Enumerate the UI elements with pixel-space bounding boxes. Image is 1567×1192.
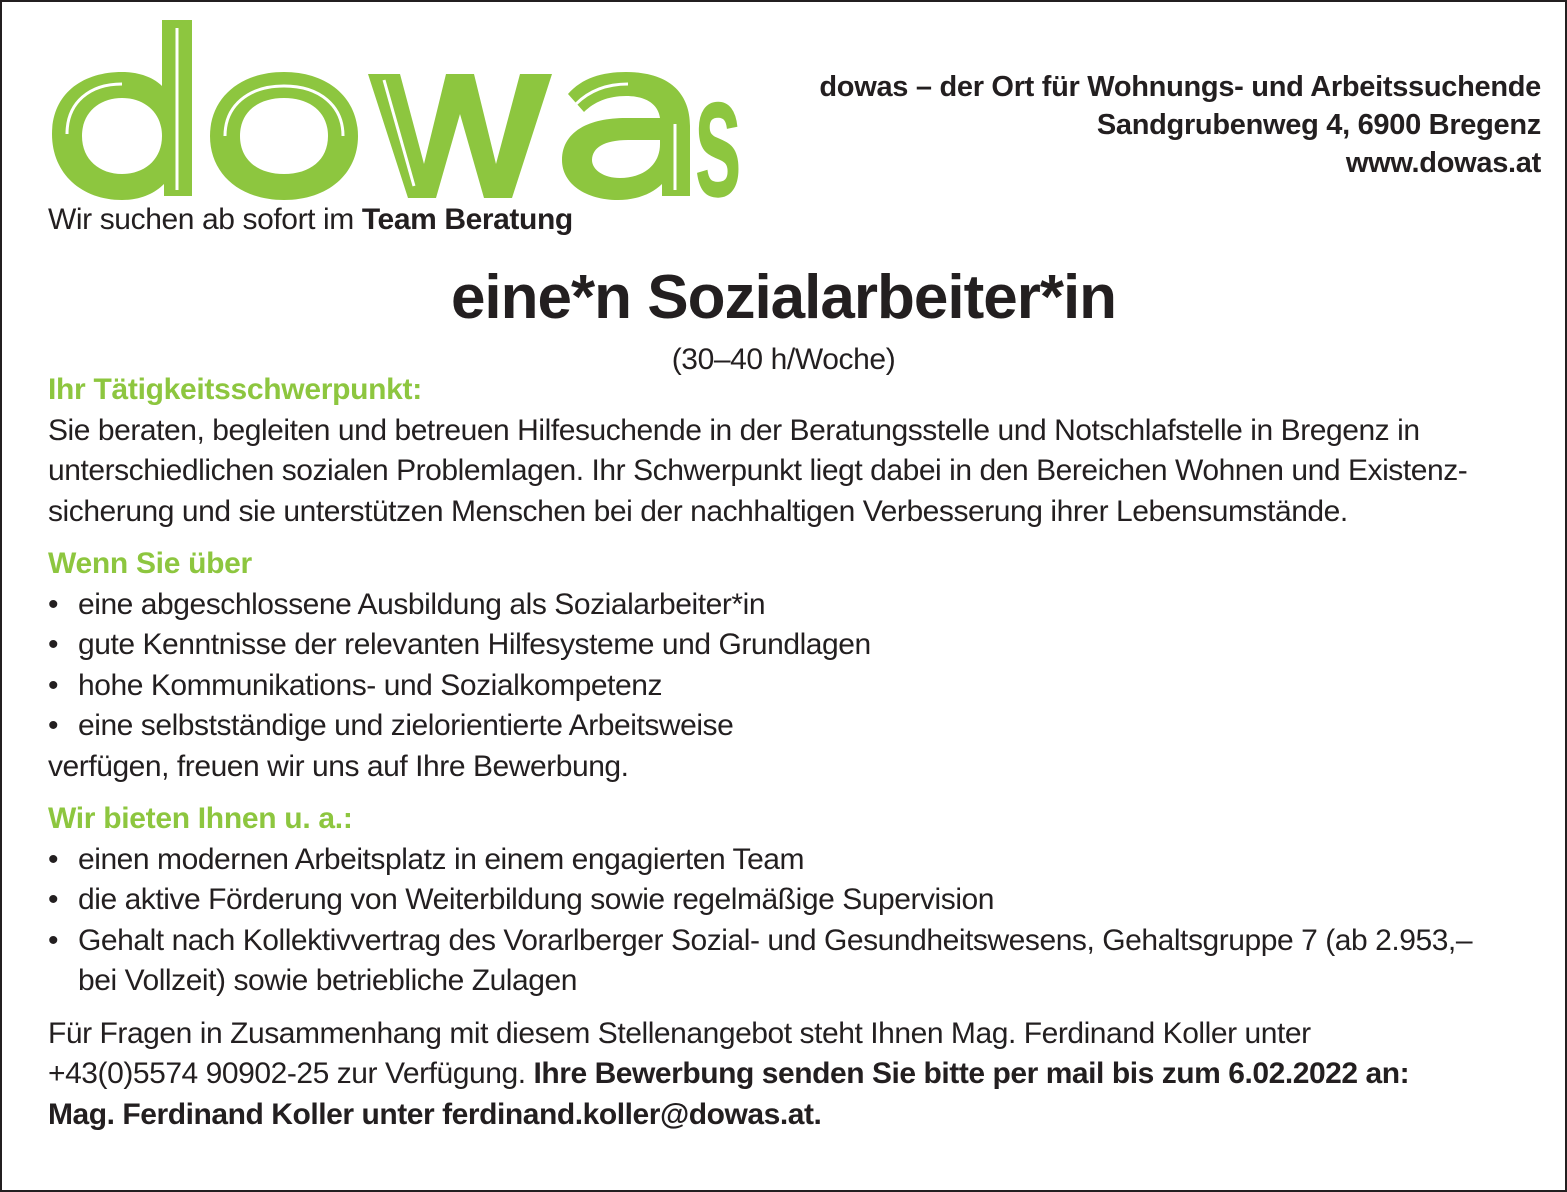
street-address: Sandgrubenweg 4, 6900 Bregenz [1096, 109, 1541, 141]
offer-list [48, 840, 1528, 1002]
contact-phone: +43(0)5574 90902-25 zur Verfügung. [48, 1057, 534, 1090]
team-name: Team Beratung [361, 203, 573, 236]
list-item-text: die aktive Förderung von Weiterbildung sowie regelmäßige Supervision [78, 883, 995, 916]
requirements-list [48, 585, 1528, 747]
list-item-text: eine selbstständige und zielorientierte Arbeitsweise [78, 709, 734, 742]
list-item [48, 921, 1528, 1002]
contact-line-1: Für Fragen in Zusammenhang mit diesem Stellenangebot steht Ihnen Mag. Ferdinand Koller unter [48, 1016, 1311, 1050]
tasks-line-2: unterschiedlichen sozialen Problemlagen. Ihr Schwerpunkt liegt dabei in den Bereichen Wohnen und Existenz- [48, 454, 1468, 487]
list-item [48, 585, 1528, 626]
intro-line [48, 200, 573, 240]
address-block [819, 68, 1541, 182]
list-item-text: gute Kenntnisse der relevanten Hilfesysteme und Grundlagen [78, 628, 871, 661]
list-item [48, 625, 1528, 666]
application-deadline: Ihre Bewerbung senden Sie bitte per mail bis zum 6.02.2022 an: [533, 1057, 1410, 1090]
bullet-icon: • [48, 628, 59, 661]
working-hours: (30–40 h/Woche) [671, 343, 896, 376]
list-item-text: hohe Kommunikations- und Sozialkompetenz [78, 668, 663, 702]
contact-email-line[interactable]: Mag. Ferdinand Koller unter ferdinand.koller@dowas.at. [48, 1097, 822, 1131]
tasks-line-1: Sie beraten, begleiten und betreuen Hilfesuchende in der Beratungsstelle und Notschlafstelle in Bregenz in [48, 413, 1420, 447]
spacer [48, 787, 1528, 799]
requirements-closing: verfügen, freuen wir uns auf Ihre Bewerbung. [48, 749, 629, 783]
bullet-icon: • [48, 842, 59, 876]
tasks-line-3: sicherung und sie unterstützen Menschen bei der nachhaltigen Verbesserung ihrer Lebensumstände. [48, 494, 1348, 528]
spacer [48, 532, 1528, 544]
list-item-text: Gehalt nach Kollektivvertrag des Vorarlberger Sozial- und Gesundheitswesens, Gehaltsgruppe 7 (ab 2.953,– [78, 923, 1473, 957]
bullet-icon: • [48, 587, 59, 621]
section-heading-requirements: Wenn Sie über [48, 547, 252, 580]
bullet-icon: • [48, 709, 59, 742]
list-item [48, 706, 1528, 747]
job-title: eine*n Sozialarbeiter*in [450, 263, 1117, 332]
list-item-text-continued: bei Vollzeit) sowie betriebliche Zulagen [78, 964, 577, 997]
list-item [48, 840, 1528, 881]
svg-text:s: s [694, 39, 742, 234]
bullet-icon: • [48, 883, 59, 916]
bullet-icon: • [48, 923, 59, 957]
website-link[interactable]: www.dowas.at [1345, 147, 1541, 179]
bullet-icon: • [48, 668, 59, 702]
section-heading-offer: Wir bieten Ihnen u. a.: [48, 802, 353, 835]
spacer [48, 1002, 1528, 1014]
intro-text: Wir suchen ab sofort im [48, 203, 362, 236]
section-heading-tasks: Ihr Tätigkeitsschwerpunkt: [48, 373, 422, 406]
contact-line-2 [48, 1054, 1528, 1095]
organization-tagline: dowas – der Ort für Wohnungs- und Arbeitssuchende [819, 71, 1541, 103]
list-item [48, 880, 1528, 921]
list-item [48, 666, 1528, 707]
main-content [48, 370, 1528, 1135]
list-item-text: einen modernen Arbeitsplatz in einem engagierten Team [78, 842, 805, 876]
list-item-text: eine abgeschlossene Ausbildung als Sozialarbeiter*in [78, 587, 766, 621]
